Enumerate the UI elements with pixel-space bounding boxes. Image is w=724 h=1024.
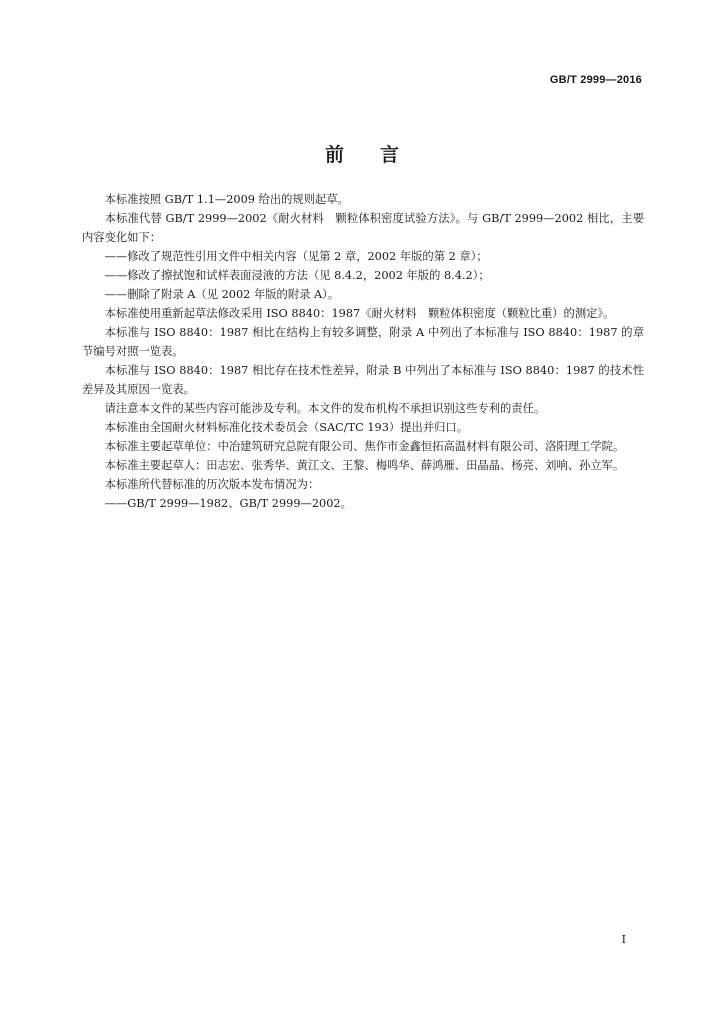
paragraph: 本标准由全国耐火材料标准化技术委员会（SAC/TC 193）提出并归口。 xyxy=(104,421,468,434)
list-item: ——GB/T 2999—1982、GB/T 2999—2002。 xyxy=(104,497,352,510)
paragraph: 本标准按照 GB/T 1.1—2009 给出的规则起草。 xyxy=(104,193,349,206)
paragraph: 本标准与 ISO 8840：1987 相比存在技术性差异，附录 B 中列出了本标准与 ISO 8840：1987 的技术性差异及其原因一览表。 xyxy=(82,364,644,396)
paragraph: 本标准与 ISO 8840：1987 相比在结构上有较多调整，附录 A 中列出了本标准与 ISO 8840：1987 的章节编号对照一览表。 xyxy=(82,326,644,358)
paragraph: 本标准所代替标准的历次版本发布情况为： xyxy=(104,478,320,491)
paragraph: 本标准主要起草人：田志宏、张秀华、黄江文、王黎、梅鸣华、薛鸿雁、田晶晶、杨亮、刘响、孙立军。 xyxy=(104,459,625,472)
list-item: ——修改了擦拭饱和试样表面浸液的方法（见 8.4.2，2002 年版的 8.4.2）； xyxy=(104,269,490,282)
page-title: 前言 xyxy=(324,144,435,166)
foreword-body xyxy=(82,190,644,513)
paragraph: 请注意本文件的某些内容可能涉及专利。本文件的发布机构不承担识别这些专利的责任。 xyxy=(104,402,546,415)
paragraph: 本标准使用重新起草法修改采用 ISO 8840：1987《耐火材料 颗粒体积密度（颗粒比重）的测定》。 xyxy=(104,307,615,320)
paragraph: 本标准主要起草单位：中冶建筑研究总院有限公司、焦作市金鑫恒拓高温材料有限公司、洛阳理工学院。 xyxy=(104,440,625,453)
list-item: ——删除了附录 A（见 2002 年版的附录 A）。 xyxy=(104,288,340,301)
standard-code: GB/T 2999—2016 xyxy=(549,74,642,86)
paragraph: 本标准代替 GB/T 2999—2002《耐火材料 颗粒体积密度试验方法》。与 GB/T 2999—2002 相比，主要内容变化如下： xyxy=(82,212,644,244)
list-item: ——修改了规范性引用文件中相关内容（见第 2 章，2002 年版的第 2 章）； xyxy=(104,250,488,263)
page-number: I xyxy=(621,933,626,946)
